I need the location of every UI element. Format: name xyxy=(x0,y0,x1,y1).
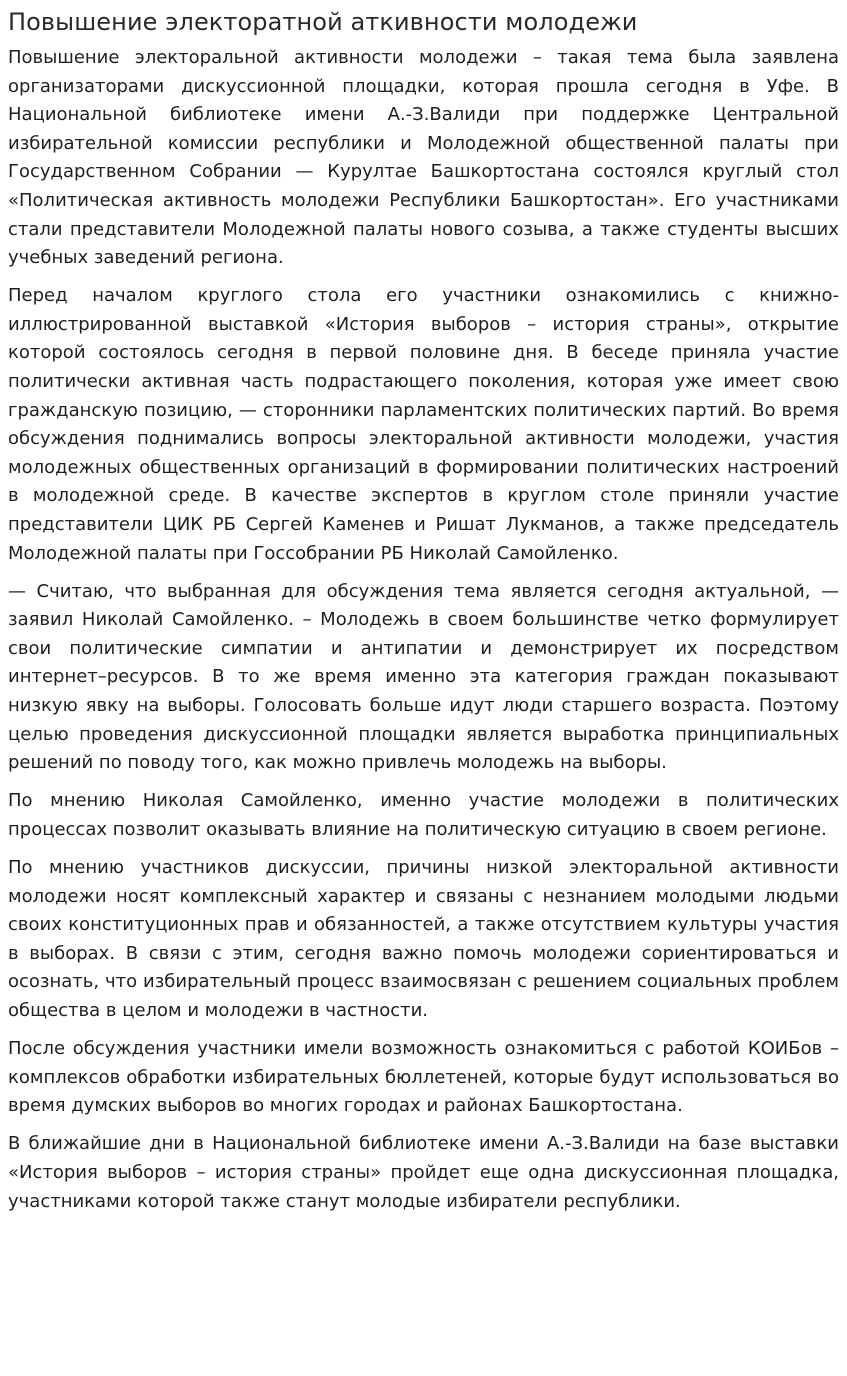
article-paragraph: Повышение электоральной активности молодежи – такая тема была заявлена организаторами дискуссионной площадки, которая прошла сегодня в Уфе. В Национальной библиотеке имени А.-З.Валиди при поддержке Центральной избирательной комиссии республики и Молодежной общественной палаты при Государственном Собрании — Курултае Башкортостана состоялся круглый стол «Политическая активность молодежи Республики Башкортостан». Его участниками стали представители Молодежной палаты нового созыва, а также студенты высших учебных заведений региона. xyxy=(8,47,839,269)
article-paragraph: По мнению Николая Самойленко, именно участие молодежи в политических процессах позволит оказывать влияние на политическую ситуацию в своем регионе. xyxy=(8,790,839,840)
article-paragraph: В ближайшие дни в Национальной библиотеке имени А.-З.Валиди на базе выставки «История выборов – история страны» пройдет еще одна дискуссионная площадка, участниками которой также станут молодые избиратели республики. xyxy=(8,1133,839,1212)
article-title: Повышение электоратной аткивности молодежи xyxy=(8,8,638,36)
article-paragraph: — Считаю, что выбранная для обсуждения тема является сегодня актуальной, — заявил Николай Самойленко. – Молодежь в своем большинстве четко формулирует свои политические симпатии и антипатии и демонстрирует их посредством интернет–ресурсов. В то же время именно эта категория граждан показывают низкую явку на выборы. Голосовать больше идут люди старшего возраста. Поэтому целью проведения дискуссионной площадки является выработка принципиальных решений по поводу того, как можно привлечь молодежь на выборы. xyxy=(8,580,839,774)
article-body xyxy=(8,44,839,1216)
article-paragraph: По мнению участников дискуссии, причины низкой электоральной активности молодежи носят комплексный характер и связаны с незнанием молодыми людьми своих конституционных прав и обязанностей, а также отсутствием культуры участия в выборах. В связи с этим, сегодня важно помочь молодежи сориентироваться и осознать, что избирательный процесс взаимосвязан с решением социальных проблем общества в целом и молодежи в частности. xyxy=(8,857,839,1021)
article-paragraph: Перед началом круглого стола его участники ознакомились с книжно-иллюстрированной выставкой «История выборов – история страны», открытие которой состоялось сегодня в первой половине дня. В беседе приняла участие политически активная часть подрастающего поколения, которая уже имеет свою гражданскую позицию, — сторонники парламентских политических партий. Во время обсуждения поднимались вопросы электоральной активности молодежи, участия молодежных общественных организаций в формировании политических настроений в молодежной среде. В качестве экспертов в круглом столе приняли участие представители ЦИК РБ Сергей Каменев и Ришат Лукманов, а также председатель Молодежной палаты при Госсобрании РБ Николай Самойленко. xyxy=(8,285,839,564)
article-paragraph: После обсуждения участники имели возможность ознакомиться с работой КОИБов – комплексов обработки избирательных бюллетеней, которые будут использоваться во время думских выборов во многих городах и районах Башкортостана. xyxy=(8,1038,839,1117)
